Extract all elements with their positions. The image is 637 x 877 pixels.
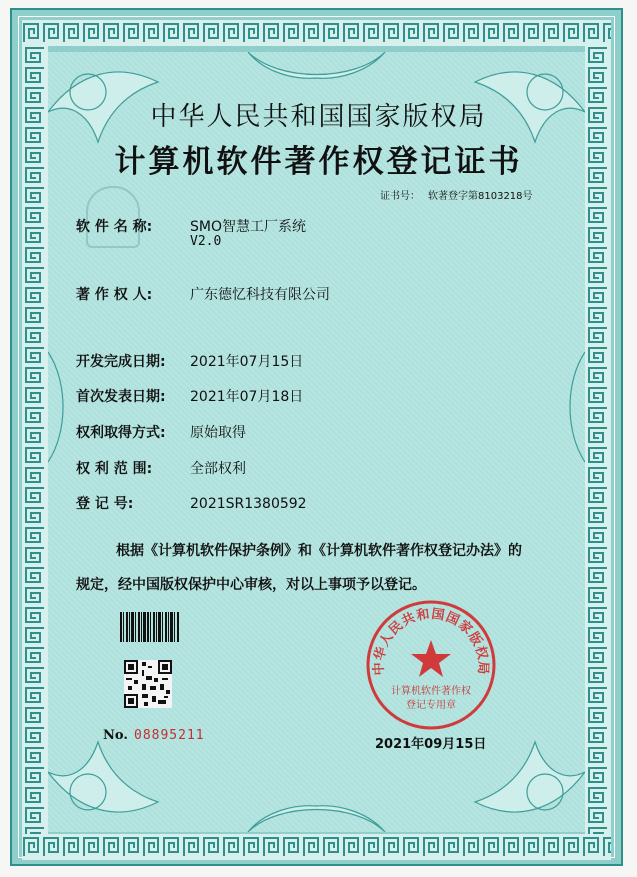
copyright-owner-row <box>76 284 330 304</box>
registration-number-row <box>76 493 307 513</box>
greek-key-border-bottom <box>22 834 611 860</box>
rights-method-value: 原始取得 <box>190 425 246 441</box>
serial-number-label: No. <box>103 728 128 743</box>
software-name-label: 软 件 名 称: <box>76 219 153 235</box>
statement-line-1: 根据《计算机软件保护条例》和《计算机软件著作权登记办法》的 <box>116 543 522 559</box>
seal-inner-line-2: 登记专用章 <box>406 700 456 711</box>
copyright-owner-label: 著 作 权 人: <box>76 287 153 303</box>
registration-number-label: 登 记 号: <box>76 496 134 512</box>
rights-method-row <box>76 422 246 442</box>
statement-line-2: 规定，经中国版权保护中心审核，对以上事项予以登记。 <box>76 577 426 593</box>
seal-star-icon <box>411 640 451 677</box>
rights-scope-value: 全部权利 <box>190 461 246 477</box>
development-date-label: 开发完成日期: <box>76 354 166 370</box>
issue-date: 2021年09月15日 <box>375 737 487 752</box>
seal-ring-text: 中华人民共和国国家版权局 <box>371 606 491 676</box>
certificate-number-label: 证书号： <box>380 191 420 202</box>
publication-date-row <box>76 386 303 406</box>
software-name-row <box>76 216 306 236</box>
software-version: V2.0 <box>190 234 222 249</box>
qr-code <box>124 660 172 708</box>
development-date-row <box>76 351 303 371</box>
rights-scope-label: 权 利 范 围: <box>76 461 153 477</box>
rights-method-label: 权利取得方式: <box>76 425 166 441</box>
barcode <box>120 612 180 642</box>
issuer-title: 中华人民共和国国家版权局 <box>150 102 487 132</box>
development-date-value: 2021年07月15日 <box>190 354 304 370</box>
registration-number-value: 2021SR1380592 <box>190 496 307 512</box>
certificate-number <box>380 187 541 202</box>
official-seal <box>364 598 498 732</box>
rights-scope-row <box>76 458 246 478</box>
publication-date-value: 2021年07月18日 <box>190 389 304 405</box>
software-name-value: SMO智慧工厂系统 <box>190 219 306 235</box>
certificate-number-value: 软著登字第8103218号 <box>428 191 533 202</box>
serial-number-value: 08895211 <box>134 728 205 743</box>
greek-key-border-top <box>22 20 611 46</box>
publication-date-label: 首次发表日期: <box>76 389 166 405</box>
certificate-title: 计算机软件著作权登记证书 <box>114 144 523 180</box>
copyright-owner-value: 广东德忆科技有限公司 <box>190 287 330 303</box>
seal-inner-line-1: 计算机软件著作权 <box>391 686 471 697</box>
